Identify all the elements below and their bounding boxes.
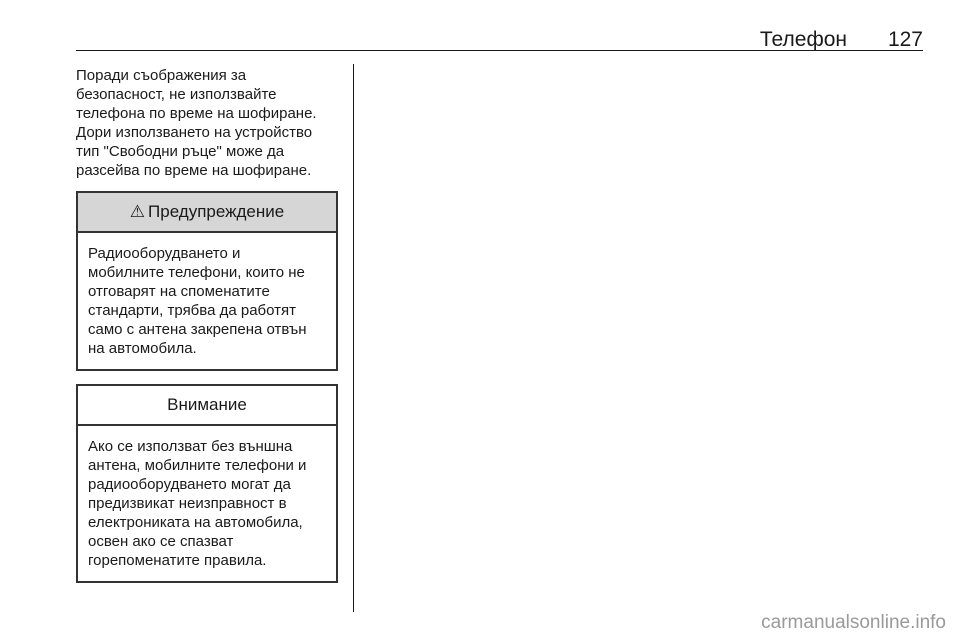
- caution-title: Внимание: [167, 395, 247, 414]
- caution-header: [78, 386, 336, 426]
- warning-header: [78, 193, 336, 233]
- watermark: carmanualsonline.info: [761, 612, 946, 633]
- page-title: Телефон: [759, 28, 847, 51]
- caution-text: Ако се използват без външна антена, мобилните телефони и радиооборудването могат да предизвикат неизправност в електрониката на автомобила, освен ако се спазват горепоменатите правила.: [88, 438, 307, 569]
- warning-text: Радиооборудването и мобилните телефони, които не отговарят на споменатите стандарти, трябва да работят само с антена закрепена отвън на автомобила.: [88, 245, 307, 357]
- warning-title: Предупреждение: [148, 202, 285, 221]
- left-column: [76, 66, 338, 583]
- column-divider: [353, 64, 354, 612]
- page-header: [76, 24, 923, 51]
- caution-box: [76, 384, 338, 583]
- warning-triangle-icon: ⚠: [129, 202, 146, 221]
- intro-paragraph: Поради съображения за безопасност, не използвайте телефона по време на шофиране. Дори използването на устройство тип "Свободни ръце" може да разсейва по време на шофиране.: [76, 67, 317, 179]
- warning-box: [76, 191, 338, 371]
- page-number: 127: [887, 28, 923, 51]
